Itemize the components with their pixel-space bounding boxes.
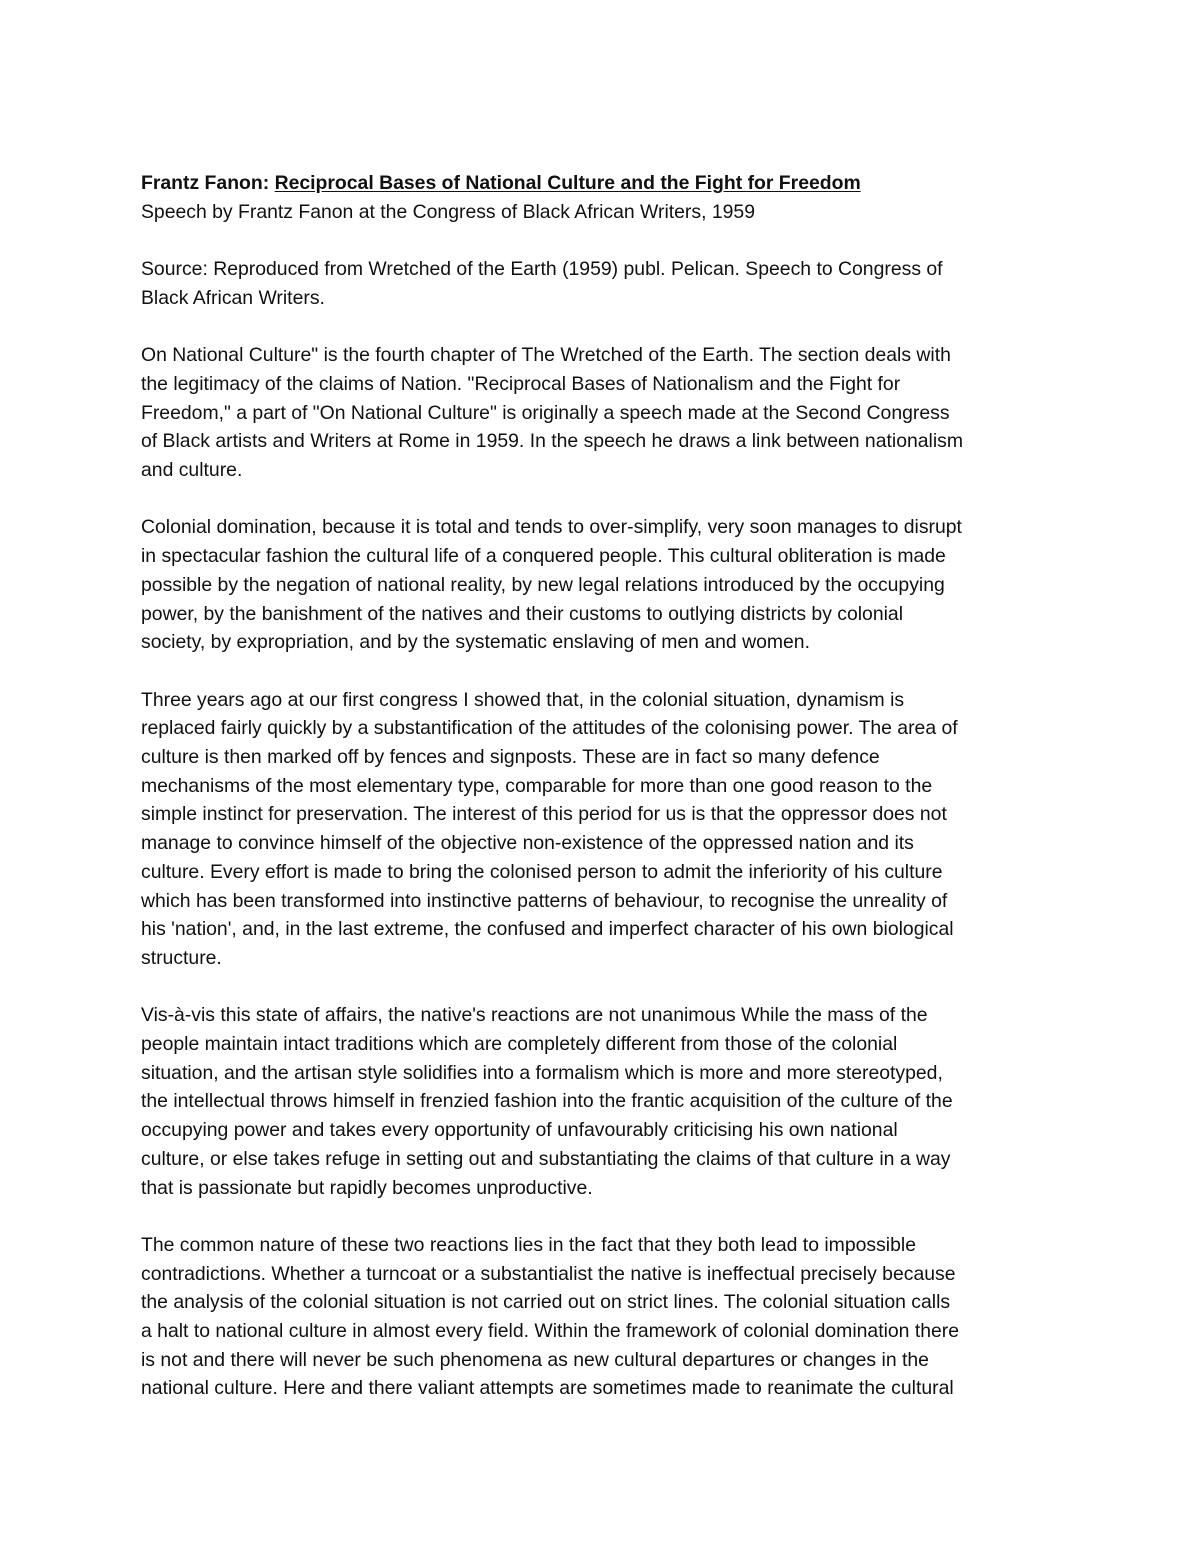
paragraph-line: Black African Writers.: [141, 286, 325, 309]
document-title: [141, 169, 1069, 198]
paragraph-line: structure.: [141, 946, 222, 969]
paragraph-line: culture, or else takes refuge in setting out and substantiating the claims of that culture in a way: [141, 1147, 951, 1170]
paragraph-line: culture. Every effort is made to bring the colonised person to admit the inferiority of his culture: [141, 860, 943, 883]
paragraph: [141, 255, 1069, 312]
paragraph-line: is not and there will never be such phenomena as new cultural departures or changes in the: [141, 1348, 929, 1371]
paragraph-line: On National Culture" is the fourth chapter of The Wretched of the Earth. The section deals with: [141, 344, 951, 367]
paragraph-line: that is passionate but rapidly becomes unproductive.: [141, 1176, 593, 1199]
document-body: [141, 169, 1069, 1403]
paragraph: [141, 341, 1069, 485]
paragraph-line: and culture.: [141, 459, 243, 481]
paragraph-line: The common nature of these two reactions lies in the fact that they both lead to impossible: [141, 1233, 916, 1256]
paragraph-line: Freedom," a part of "On National Culture" is originally a speech made at the Second Congress: [141, 401, 950, 424]
paragraph-line: Colonial domination, because it is total and tends to over-simplify, very soon manages to disrupt: [141, 516, 962, 539]
paragraph-line: of Black artists and Writers at Rome in 1959. In the speech he draws a link between nationalism: [141, 430, 964, 453]
title-author: Frantz Fanon:: [141, 172, 275, 194]
paragraph: [141, 1231, 1069, 1403]
paragraph-line: replaced fairly quickly by a substantification of the attitudes of the colonising power. The area of: [141, 717, 958, 740]
paragraph-line: his 'nation', and, in the last extreme, the confused and imperfect character of his own biological: [141, 918, 954, 941]
paragraph-line: the legitimacy of the claims of Nation. "Reciprocal Bases of Nationalism and the Fight for: [141, 372, 901, 395]
paragraph-line: which has been transformed into instinctive patterns of behaviour, to recognise the unreality of: [141, 889, 948, 912]
paragraph-line: simple instinct for preservation. The interest of this period for us is that the oppressor does not: [141, 803, 947, 826]
paragraph-line: the intellectual throws himself in frenzied fashion into the frantic acquisition of the culture of the: [141, 1090, 953, 1113]
paragraph-line: mechanisms of the most elementary type, comparable for more than one good reason to the: [141, 774, 933, 797]
paragraph: [141, 686, 1069, 973]
paragraph-line: possible by the negation of national reality, by new legal relations introduced by the occupying: [141, 573, 945, 596]
paragraph-line: Three years ago at our first congress I showed that, in the colonial situation, dynamism is: [141, 688, 905, 711]
title-link[interactable]: Reciprocal Bases of National Culture and the Fight for Freedom: [274, 172, 861, 194]
document-subtitle: Speech by Frantz Fanon at the Congress of Black African Writers, 1959: [141, 200, 755, 223]
paragraph-line: situation, and the artisan style solidifies into a formalism which is more and more stereotyped,: [141, 1061, 943, 1084]
paragraph-list: [141, 255, 1069, 1403]
paragraph-line: occupying power and takes every opportunity of unfavourably criticising his own national: [141, 1119, 898, 1142]
paragraph-line: national culture. Here and there valiant attempts are sometimes made to reanimate the cultural: [141, 1377, 954, 1400]
paragraph-line: people maintain intact traditions which are completely different from those of the colonial: [141, 1033, 898, 1056]
paragraph-line: the analysis of the colonial situation is not carried out on strict lines. The colonial situation calls: [141, 1291, 951, 1314]
paragraph-line: Source: Reproduced from Wretched of the Earth (1959) publ. Pelican. Speech to Congress of: [141, 258, 943, 281]
paragraph: [141, 1001, 1069, 1202]
paragraph-line: contradictions. Whether a turncoat or a substantialist the native is ineffectual precisely because: [141, 1262, 956, 1285]
paragraph: [141, 513, 1069, 657]
paragraph-line: in spectacular fashion the cultural life of a conquered people. This cultural obliteration is made: [141, 545, 946, 568]
paragraph-line: culture is then marked off by fences and signposts. These are in fact so many defence: [141, 746, 880, 768]
paragraph-line: society, by expropriation, and by the systematic enslaving of men and women.: [141, 631, 810, 654]
paragraph-line: a halt to national culture in almost every field. Within the framework of colonial domination there: [141, 1320, 960, 1343]
paragraph-line: Vis-à-vis this state of affairs, the native's reactions are not unanimous While the mass of the: [141, 1004, 928, 1027]
paragraph-line: manage to convince himself of the objective non-existence of the oppressed nation and its: [141, 832, 914, 855]
paragraph-line: power, by the banishment of the natives and their customs to outlying districts by colonial: [141, 602, 904, 625]
